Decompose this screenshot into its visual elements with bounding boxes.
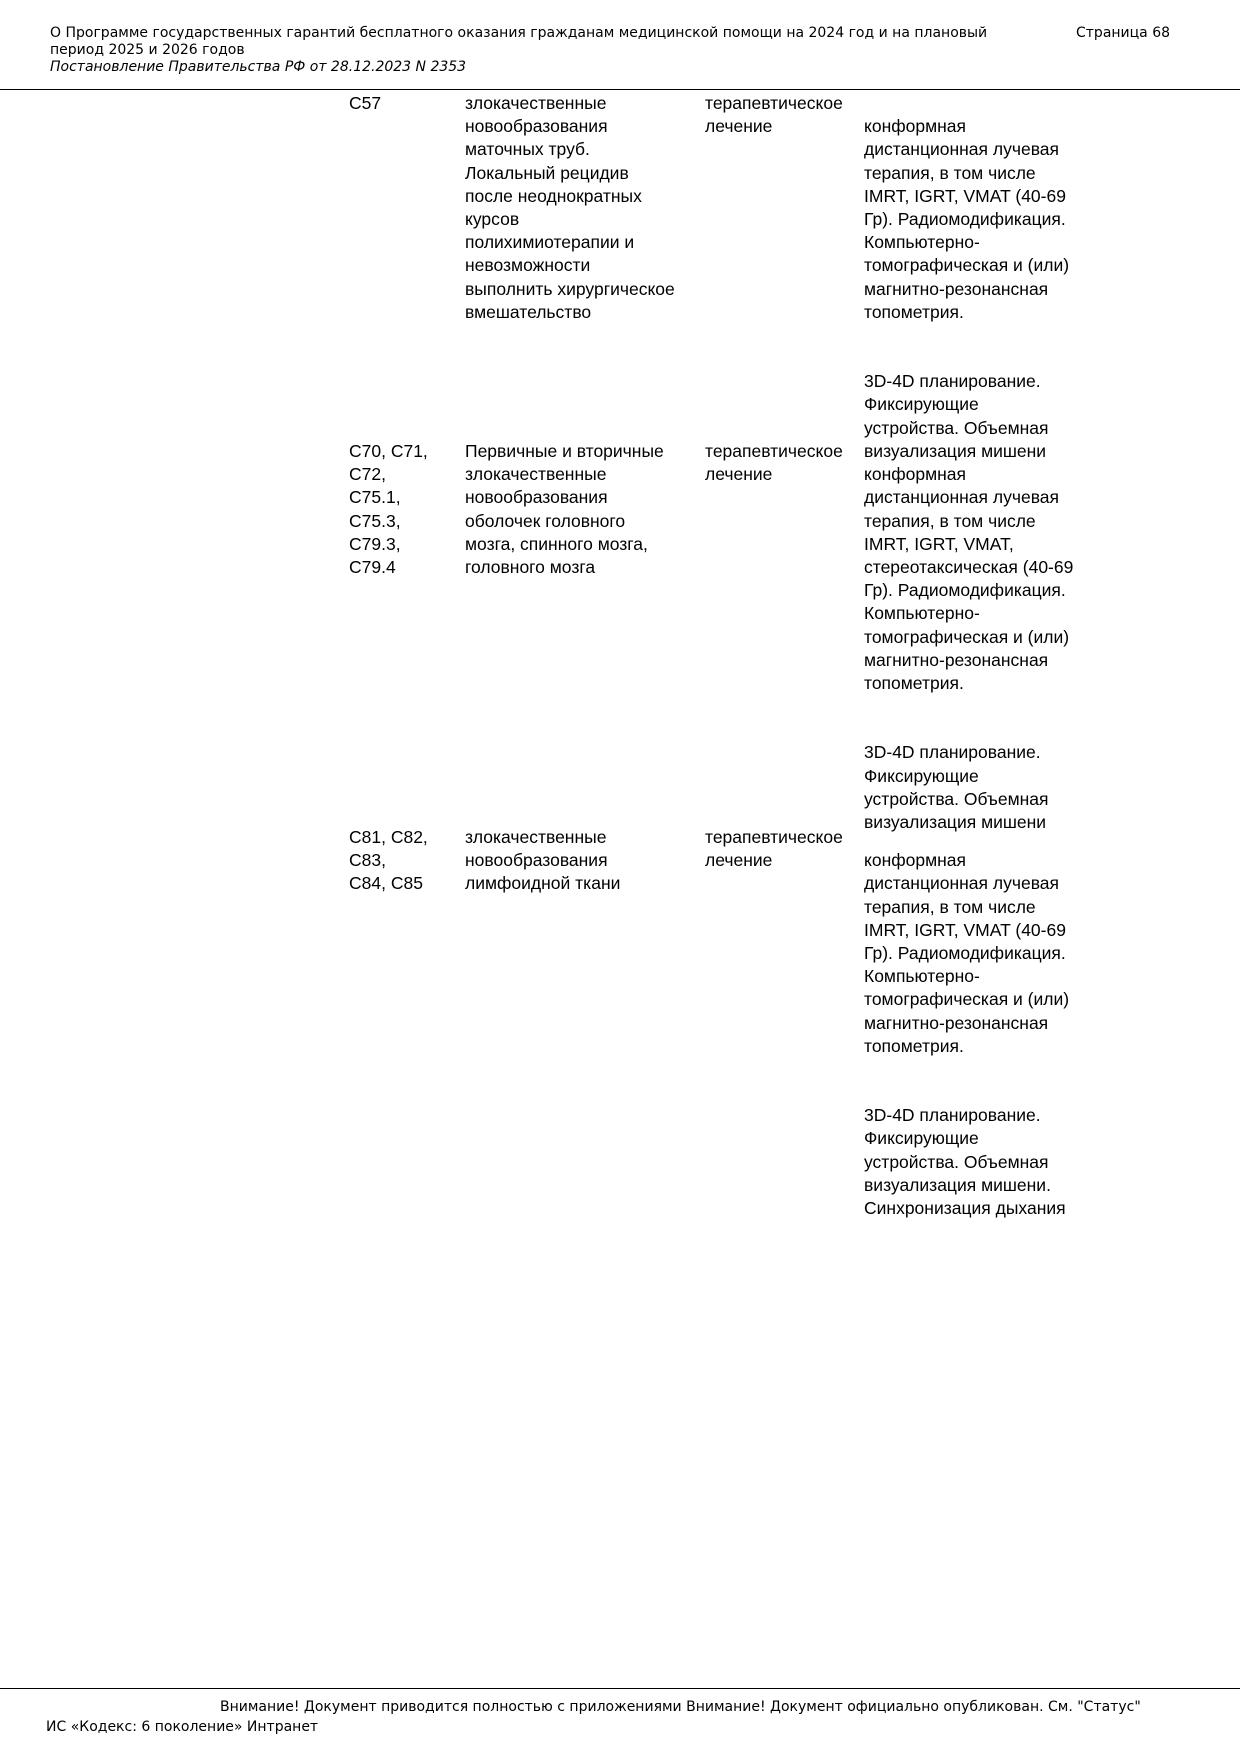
treatment-method-paragraph: 3D-4D планирование. Фиксирующие устройства. Объемная визуализация мишени. Синхронизация дыхания: [864, 1105, 1066, 1219]
publication-notice: Внимание! Документ приводится полностью с приложениями Внимание! Документ официально опубликован. См. "Статус": [220, 1699, 1141, 1715]
treatment-type-cell: терапевтическое лечение: [705, 827, 843, 871]
treatment-type-cell: терапевтическое лечение: [705, 441, 843, 485]
treatment-method-cell: [864, 92, 1104, 486]
system-label: ИС «Кодекс: 6 поколение» Интранет: [46, 1719, 319, 1735]
diagnosis-code-cell: C70, C71, C72, C75.1, C75.3, C79.3, C79.4: [349, 441, 428, 578]
page-header: [0, 0, 1240, 90]
document-subtitle: Постановление Правительства РФ от 28.12.2023 N 2353: [50, 59, 467, 75]
treatment-method-paragraph: конформная дистанционная лучевая терапия, в том числе IMRT, IGRT, VMAT (40-69 Гр). Радиомодификация. Компьютерно- томографическая и (или) магнитно-резонансная топометрия.: [864, 850, 1070, 1056]
treatment-method-paragraph: 3D-4D планирование. Фиксирующие устройства. Объемная визуализация мишени: [864, 371, 1049, 461]
page-footer: [0, 1688, 1240, 1755]
page-number: Страница 68: [1076, 25, 1171, 41]
treatment-method-paragraph: конформная дистанционная лучевая терапия, в том числе IMRT, IGRT, VMAT, стереотаксическая (40-69 Гр). Радиомодификация. Компьютерно- томографическая и (или) магнитно-резонансная топометрия.: [864, 464, 1074, 694]
diagnosis-description-cell: злокачественные новообразования лимфоидной ткани: [465, 827, 621, 894]
diagnosis-code-cell: C57: [349, 93, 382, 113]
treatment-type-cell: терапевтическое лечение: [705, 93, 843, 137]
diagnosis-code-cell: C81, C82, C83, C84, C85: [349, 827, 428, 894]
document-title: О Программе государственных гарантий бесплатного оказания гражданам медицинской помощи на 2024 год и на плановый период 2025 и 2026 годов: [50, 25, 988, 58]
treatment-method-cell: [864, 440, 1104, 857]
treatment-method-cell: [864, 826, 1104, 1243]
treatment-method-paragraph: 3D-4D планирование. Фиксирующие устройства. Объемная визуализация мишени: [864, 742, 1049, 833]
diagnosis-description-cell: злокачественные новообразования маточных труб. Локальный рецидив после неоднократных курсов полихимиотерапии и невозможности выполнить хирургическое вмешательство: [465, 93, 675, 322]
treatment-method-paragraph: конформная дистанционная лучевая терапия, в том числе IMRT, IGRT, VMAT (40-69 Гр). Радиомодификация. Компьютерно- томографическая и (или) магнитно-резонансная топометрия.: [864, 116, 1070, 322]
diagnosis-description-cell: Первичные и вторичные злокачественные новообразования оболочек головного мозга, спинного мозга, головного мозга: [465, 441, 664, 578]
